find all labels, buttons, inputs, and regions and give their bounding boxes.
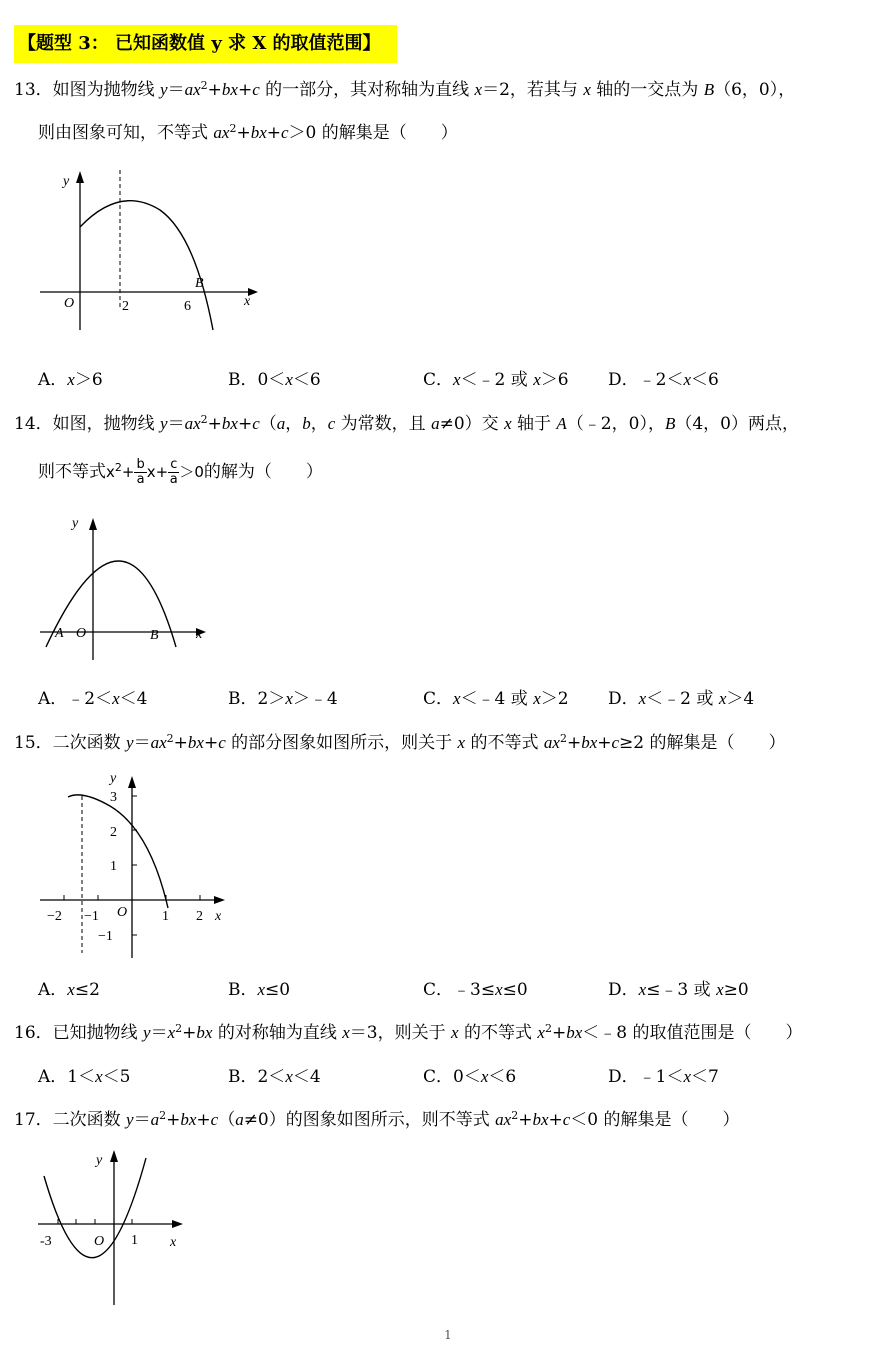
- text-segment: 14．如图，抛物线: [14, 414, 161, 434]
- q14-option-b[interactable]: [228, 687, 338, 711]
- math-variable: c: [327, 414, 336, 433]
- text-segment: ＞6: [74, 370, 103, 390]
- math-variable: x: [257, 980, 266, 999]
- q17-graph: [36, 1148, 196, 1308]
- math-variable: x: [285, 1067, 293, 1086]
- text-segment: +: [551, 1023, 567, 1043]
- text-segment: 16．已知抛物线: [14, 1023, 144, 1043]
- math-variable: x: [683, 370, 691, 389]
- math-variable: a: [276, 414, 286, 433]
- superscript: 2: [200, 79, 208, 92]
- q15-option-a[interactable]: [38, 978, 100, 1002]
- math-variable: x: [474, 80, 483, 99]
- text-segment: ＝2，若其与: [482, 80, 584, 100]
- math-variable: x: [453, 370, 461, 389]
- text-segment: A．﹣2＜: [38, 689, 113, 709]
- q15-tick-xm2: −2: [47, 909, 62, 924]
- text-segment: ≥2 的解集是（ ）: [619, 733, 786, 753]
- text-segment: +: [566, 733, 582, 753]
- text-segment: ＜﹣4 或: [460, 689, 534, 709]
- q14-y-label: y: [72, 516, 79, 531]
- frac-den: a: [169, 472, 178, 487]
- math-variable: x: [504, 414, 512, 433]
- math-variable: x: [638, 980, 647, 999]
- math-variable: c: [562, 1110, 571, 1129]
- text-segment: 则由图象可知，不等式: [38, 123, 214, 143]
- math-variable: ax: [213, 123, 230, 142]
- text-segment: 为常数，且: [335, 414, 432, 434]
- q15-tick-y1: 1: [110, 859, 117, 874]
- math-variable: ax: [495, 1110, 512, 1129]
- text-segment: （6，0），: [714, 80, 796, 100]
- text-segment: 的部分图象如图所示，则关于: [225, 733, 458, 753]
- q17-tick-m3: -3: [40, 1234, 52, 1249]
- q15-tick-x1: 1: [162, 909, 169, 924]
- q15-tick-y2: 2: [110, 825, 117, 840]
- text-segment: （﹣2，0），: [566, 414, 665, 434]
- text-segment: 17．二次函数: [14, 1110, 127, 1130]
- text-segment: ≠0）的图象如图所示，则不等式: [243, 1110, 496, 1130]
- q14-prefix: 则不等式: [38, 462, 106, 482]
- q14-point-b: B: [150, 628, 159, 643]
- text-segment: （4，0）两点，: [675, 414, 799, 434]
- math-variable: x: [285, 370, 293, 389]
- text-segment: 15．二次函数: [14, 733, 127, 753]
- math-variable: a: [150, 1110, 160, 1129]
- q17-origin-label: O: [94, 1234, 105, 1249]
- page-number: 1: [444, 1328, 452, 1342]
- q13-x-label: x: [244, 294, 251, 309]
- text-segment: ＜5: [102, 1067, 131, 1087]
- math-variable: bx: [250, 123, 267, 142]
- text-segment: ＜﹣2 或: [460, 370, 534, 390]
- text-segment: +: [173, 733, 188, 753]
- math-variable: x: [495, 980, 503, 999]
- superscript: 2: [544, 1022, 552, 1035]
- text-segment: ＞4: [726, 689, 755, 709]
- q17-tick-1: 1: [131, 1233, 138, 1248]
- math-variable: x: [112, 689, 120, 708]
- q13-origin-label: O: [64, 296, 75, 311]
- q14-origin-label: O: [76, 626, 87, 641]
- text-segment: D．: [608, 689, 639, 709]
- text-segment: +: [207, 80, 222, 100]
- math-variable: x: [716, 980, 724, 999]
- q15-graph: [40, 768, 240, 963]
- text-segment: ＜0 的解集是（ ）: [570, 1110, 740, 1130]
- text-segment: ＜﹣8 的取值范围是（ ）: [582, 1023, 803, 1043]
- math-variable: c: [210, 1110, 219, 1129]
- math-variable: bx: [581, 733, 598, 752]
- text-segment: ＞﹣4: [292, 689, 338, 709]
- frac-num: c: [170, 457, 178, 472]
- section-title: 【题型 3： 已知函数值 y 求 X 的取值范围】: [14, 25, 397, 63]
- q14-option-d[interactable]: [608, 687, 754, 711]
- text-segment: +: [518, 1110, 533, 1130]
- math-variable: x: [638, 689, 647, 708]
- text-segment: ，: [310, 414, 328, 434]
- text-segment: ＜﹣2 或: [646, 689, 719, 709]
- text-segment: 轴于: [511, 414, 557, 434]
- math-variable: x: [480, 1067, 489, 1086]
- text-segment: ＝: [133, 1110, 151, 1130]
- text-segment: ≠0）交: [439, 414, 505, 434]
- superscript: 2: [159, 1109, 167, 1122]
- q14-inequality: $x^2+$ $\frac{b}{a}$ x+ $\frac{c}{a}$ ＞0: [106, 457, 204, 487]
- text-segment: C．﹣3≤: [423, 980, 496, 1000]
- math-variable: x: [533, 370, 541, 389]
- text-segment: ≤0: [265, 980, 291, 1000]
- q14-option-c[interactable]: [423, 687, 569, 711]
- text-segment: ＝: [167, 414, 185, 434]
- math-variable: y: [143, 1023, 151, 1042]
- q13-option-c[interactable]: [423, 368, 569, 392]
- math-variable: a: [431, 414, 440, 433]
- text-segment: B．2＜: [228, 1067, 286, 1087]
- q17-stem-line1: [14, 1108, 740, 1132]
- q15-option-b[interactable]: [228, 978, 290, 1002]
- q13-stem-line2: [38, 121, 458, 145]
- math-variable: x: [683, 1067, 691, 1086]
- text-segment: 13．如图为抛物线: [14, 80, 161, 100]
- text-segment: ＜6: [691, 370, 719, 390]
- q16-option-d[interactable]: [608, 1065, 719, 1089]
- superscript: 2: [166, 732, 174, 745]
- text-segment: ≥0: [723, 980, 749, 1000]
- ineq-x: x: [146, 463, 156, 481]
- q16-option-c[interactable]: [423, 1065, 516, 1089]
- q15-x-label: x: [215, 909, 222, 924]
- math-variable: B: [664, 414, 676, 433]
- math-variable: bx: [566, 1023, 583, 1042]
- q16-stem-line1: [14, 1021, 802, 1045]
- ineq-gt: ＞0: [179, 463, 204, 481]
- text-segment: +: [236, 123, 251, 143]
- text-segment: ＜4: [119, 689, 148, 709]
- text-segment: B．0＜: [228, 370, 286, 390]
- text-segment: A．: [38, 370, 68, 390]
- math-variable: y: [126, 1110, 134, 1129]
- math-variable: y: [160, 80, 168, 99]
- frac-b-over-a: [134, 458, 146, 487]
- ineq-x2: x: [106, 463, 115, 481]
- superscript: 2: [200, 413, 208, 426]
- text-segment: ≤2: [74, 980, 100, 1000]
- q14-graph: [38, 515, 218, 665]
- q15-tick-x2: 2: [196, 909, 203, 924]
- math-variable: x: [583, 80, 591, 99]
- q13-tick-2: 2: [122, 299, 129, 314]
- q15-tick-ym1: −1: [98, 929, 113, 944]
- text-segment: ＝: [133, 733, 151, 753]
- math-variable: x: [285, 689, 293, 708]
- math-variable: x: [342, 1023, 350, 1042]
- math-variable: a: [235, 1110, 244, 1129]
- q13-option-b[interactable]: [228, 368, 321, 392]
- math-variable: b: [302, 414, 311, 433]
- text-segment: C．0＜: [423, 1067, 481, 1087]
- math-variable: c: [252, 414, 260, 433]
- text-segment: ＝3，则关于: [349, 1023, 452, 1043]
- ineq-exp: 2: [114, 461, 122, 474]
- text-segment: A．1＜: [38, 1067, 96, 1087]
- math-variable: x: [451, 1023, 459, 1042]
- q14-point-a: A: [55, 626, 64, 641]
- text-segment: +: [207, 414, 222, 434]
- math-variable: bx: [180, 1110, 197, 1129]
- q15-option-c[interactable]: [423, 978, 528, 1002]
- q13-stem-line1: [14, 78, 795, 102]
- math-variable: y: [126, 733, 134, 752]
- text-segment: ≤﹣3 或: [646, 980, 717, 1000]
- q14-stem-line1: [14, 412, 799, 436]
- text-segment: ＞0 的解集是（ ）: [288, 123, 458, 143]
- text-segment: 的不等式: [465, 733, 544, 753]
- math-variable: x: [453, 689, 461, 708]
- q15-stem-line1: [14, 731, 786, 755]
- text-segment: ≤0: [502, 980, 528, 1000]
- math-variable: bx: [221, 414, 238, 433]
- math-variable: c: [218, 733, 226, 752]
- text-segment: ＜6: [488, 1067, 517, 1087]
- math-variable: ax: [150, 733, 167, 752]
- q14-option-a[interactable]: [38, 687, 147, 711]
- text-segment: B．: [228, 980, 258, 1000]
- math-variable: x: [67, 370, 75, 389]
- q13-graph: [30, 165, 270, 345]
- text-segment: C．: [423, 370, 454, 390]
- q14-stem-line2: [38, 458, 323, 487]
- frac-c-over-a: [168, 458, 179, 487]
- q15-y-label: y: [110, 771, 117, 786]
- text-segment: +: [196, 1110, 211, 1130]
- text-segment: +: [597, 733, 612, 753]
- text-segment: ＞6: [540, 370, 569, 390]
- math-variable: y: [160, 414, 168, 433]
- q17-x-label: x: [170, 1235, 177, 1250]
- q15-origin-label: O: [117, 905, 128, 920]
- superscript: 2: [559, 732, 567, 745]
- math-variable: ax: [184, 80, 201, 99]
- text-segment: +: [266, 123, 281, 143]
- superscript: 2: [229, 122, 237, 135]
- text-segment: ＜7: [691, 1067, 719, 1087]
- math-variable: B: [703, 80, 715, 99]
- superscript: 2: [511, 1109, 519, 1122]
- text-segment: 的一部分，其对称轴为直线: [259, 80, 475, 100]
- text-segment: 轴的一交点为: [590, 80, 704, 100]
- superscript: 2: [175, 1022, 183, 1035]
- q13-point-b: B: [195, 276, 204, 291]
- text-segment: ，: [285, 414, 303, 434]
- text-segment: ＜6: [292, 370, 321, 390]
- math-variable: ax: [184, 414, 201, 433]
- q16-option-a[interactable]: [38, 1065, 130, 1089]
- math-variable: x: [67, 980, 75, 999]
- math-variable: c: [611, 733, 620, 752]
- text-segment: +: [548, 1110, 563, 1130]
- q14-x-label: x: [196, 627, 203, 642]
- math-variable: ax: [543, 733, 560, 752]
- text-segment: ＜4: [292, 1067, 321, 1087]
- text-segment: D．﹣2＜: [608, 370, 684, 390]
- math-variable: bx: [196, 1023, 213, 1042]
- math-variable: x: [167, 1023, 176, 1042]
- math-variable: A: [556, 414, 567, 433]
- math-variable: x: [718, 689, 727, 708]
- q15-tick-y3: 3: [110, 790, 117, 805]
- text-segment: ＞2: [540, 689, 569, 709]
- text-segment: A．: [38, 980, 68, 1000]
- text-segment: D．﹣1＜: [608, 1067, 684, 1087]
- math-variable: c: [281, 123, 289, 142]
- text-segment: D．: [608, 980, 639, 1000]
- q16-option-b[interactable]: [228, 1065, 321, 1089]
- text-segment: 的不等式: [458, 1023, 538, 1043]
- math-variable: x: [533, 689, 541, 708]
- math-variable: x: [95, 1067, 103, 1086]
- frac-den: a: [136, 472, 145, 487]
- q15-option-d[interactable]: [608, 978, 749, 1002]
- text-segment: +: [203, 733, 219, 753]
- text-segment: +: [237, 80, 253, 100]
- math-variable: c: [252, 80, 260, 99]
- q17-y-label: y: [96, 1153, 103, 1168]
- text-segment: B．2＞: [228, 689, 286, 709]
- frac-num: b: [136, 457, 145, 472]
- q15-tick-xm1: −1: [84, 909, 99, 924]
- q13-y-label: y: [63, 174, 70, 189]
- text-segment: C．: [423, 689, 454, 709]
- math-variable: x: [537, 1023, 545, 1042]
- text-segment: 的对称轴为直线: [212, 1023, 343, 1043]
- q13-tick-6: 6: [184, 299, 191, 314]
- text-segment: +: [166, 1110, 181, 1130]
- q13-option-d[interactable]: [608, 368, 719, 392]
- text-segment: ＝: [167, 80, 185, 100]
- math-variable: bx: [221, 80, 238, 99]
- q14-suffix: 的解为（ ）: [203, 462, 323, 482]
- text-segment: （: [218, 1110, 236, 1130]
- text-segment: （: [259, 414, 277, 434]
- math-variable: bx: [187, 733, 204, 752]
- text-segment: ＝: [150, 1023, 168, 1043]
- math-variable: bx: [532, 1110, 549, 1129]
- text-segment: +: [182, 1023, 197, 1043]
- text-segment: +: [237, 414, 253, 434]
- q13-option-a[interactable]: [38, 368, 103, 392]
- math-variable: x: [457, 733, 466, 752]
